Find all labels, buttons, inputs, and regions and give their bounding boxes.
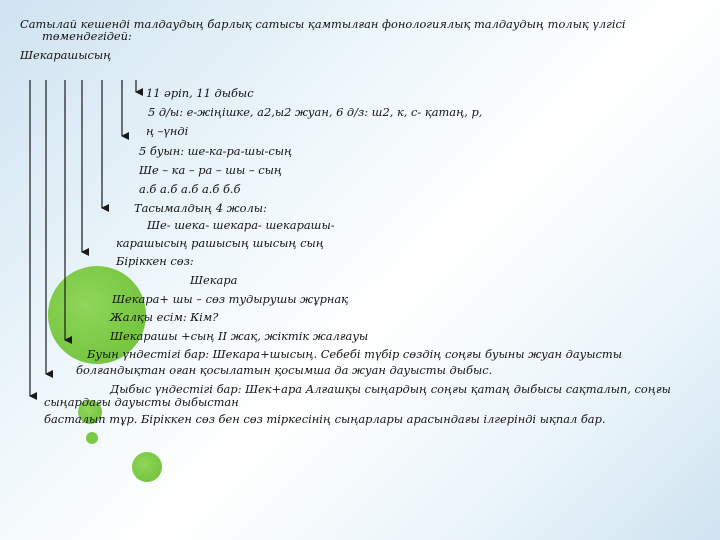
vowel-harmony-line-2: болғандықтан оған қосылатын қосымша да жуан дауысты дыбыс.	[76, 363, 493, 377]
intro-line-2: төмендегідей:	[42, 29, 132, 43]
root-word: Шекара	[190, 273, 238, 287]
sonorant-line: ң –үнді	[146, 124, 189, 138]
hyphenation-heading: Тасымалдың 4 жолы:	[134, 201, 267, 215]
analysis-word-heading: Шекарашысың	[20, 48, 112, 62]
intro-line-1: Сатылай кешенді талдаудың барлық сатысы қамтылған фонологиялық талдаудың толық үлгісі	[20, 17, 626, 31]
syllable-types-line: а.б а.б а.б а.б б.б	[139, 182, 241, 196]
vowel-harmony-line-1: Буын үндестігі бар: Шекара+шысың. Себебі түбір сөздің соңғы буыны жуан дауысты	[87, 347, 623, 361]
compound-word-label: Біріккен сөз:	[116, 254, 194, 268]
consonant-harmony-line-3: басталып тұр. Біріккен сөз бен сөз тіркесінің сыңарлары арасындағы ілгерінді ықпал бар.	[44, 412, 606, 426]
proper-noun-line: Жалқы есім: Кім?	[110, 310, 219, 324]
derivational-suffix-line: Шекара+ шы – сөз тудырушы жұрнақ	[112, 292, 349, 306]
syllable-count-line: 5 буын: ше-ка-ра-шы-сың	[139, 144, 293, 158]
letters-sounds-count: 11 әріп, 11 дыбыс	[146, 86, 254, 100]
hyphenation-bottom-row: карашысың рашысың шысың сың	[116, 236, 324, 250]
vowels-line: 5 д/ы: е-жіңішке, а2,ы2 жуан, 6 д/з: ш2, к, с- қатаң, р,	[148, 105, 483, 119]
consonant-harmony-line-2: сыңардағы дауысты дыбыстан	[44, 395, 239, 409]
consonant-harmony-line-1: Дыбыс үндестігі бар: Шек+ара Алғашқы сыңардың соңғы қатаң дыбысы сақталып, соңғы	[110, 382, 671, 396]
hyphenation-top-row: Ше- шека- шекара- шекарашы-	[147, 218, 335, 232]
syllable-split-line: Ше – ка – ра – шы – сың	[139, 163, 283, 177]
personal-ending-line: Шекарашы +сың II жақ, жіктік жалғауы	[110, 329, 369, 343]
